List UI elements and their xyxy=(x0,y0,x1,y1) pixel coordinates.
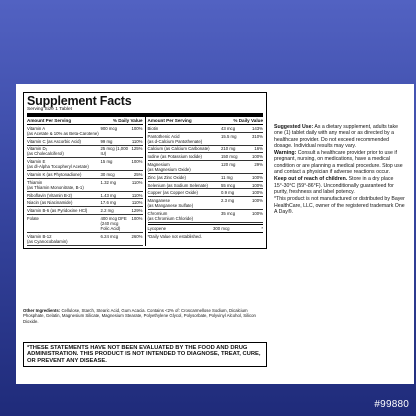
nutrient-row xyxy=(27,207,143,215)
nutrient-label: Magnesium xyxy=(147,162,170,168)
trademark-note: *This product is not manufactured or distributed by Bayer HealthCare, LLC, owner of the registered trademark One A Day®. xyxy=(274,196,405,215)
warning xyxy=(274,150,408,175)
nutrient-source: (as Cyanocobalamin) xyxy=(27,238,68,244)
nutrient-name xyxy=(148,211,222,221)
nutrient-row xyxy=(27,146,143,159)
nutrient-dv: 100% xyxy=(252,174,263,180)
warning-label: Warning: xyxy=(274,150,297,157)
nutrient-label: Copper (as Copper Oxide) xyxy=(147,190,198,196)
nutrient-name xyxy=(27,208,101,213)
nutrient-amount: 30 mcg xyxy=(100,172,115,178)
nutrient-name xyxy=(27,193,101,198)
nutrient-amount: 900 mcg xyxy=(100,125,117,131)
nutrient-dv: 143% xyxy=(252,125,263,131)
suggested-use-text: As a dietary supplement, adults take one (1) tablet daily with any meal or as directed by a healthcare provider. Do not exceed recommended dosage. Individual results may vary. xyxy=(274,124,398,149)
product-label xyxy=(16,84,414,384)
nutrient-dv: 110% xyxy=(131,179,143,185)
column-header xyxy=(27,117,143,125)
amount-header: Amount Per Serving xyxy=(27,118,72,123)
nutrient-name xyxy=(27,146,101,156)
fda-disclaimer: *THESE STATEMENTS HAVE NOT BEEN EVALUATED BY THE FOOD AND DRUG ADMINISTRATION. THIS PRODUCT IS NOT INTENDED TO DIAGNOSE, TREAT, CURE, OR PREVENT ANY DISEASE. xyxy=(23,342,267,367)
nutrient-amount: 2.2 mg xyxy=(100,208,114,214)
nutrient-name xyxy=(148,146,222,151)
amount-header: Amount Per Serving xyxy=(147,118,192,123)
nutrient-amount: 99 mg xyxy=(100,138,113,144)
serving-size: Serving Size 1 Tablet xyxy=(27,107,263,117)
nutrient-source: (as dl-Alpha Tocopheryl Acetate) xyxy=(27,164,89,170)
nutrient-dv: 260% xyxy=(131,233,143,239)
nutrient-amount: 300 mcg xyxy=(213,225,230,231)
nutrient-label: Vitamin K (as Phytonadione) xyxy=(27,172,82,178)
nutrient-row xyxy=(148,210,264,223)
keep-away-label: Keep out of reach of children. xyxy=(274,176,348,183)
nutrient-dv: 100% xyxy=(252,198,263,204)
nutrient-name xyxy=(148,175,222,180)
warning-text: Consult a healthcare provider prior to use if pregnant, nursing, on medications, have a medical condition or are planning a medical procedure. Stop use and contact a physician if adverse reactions occur. xyxy=(274,150,403,176)
nutrient-row xyxy=(27,233,143,246)
nutrient-amount: 2.3 mg xyxy=(221,198,235,204)
nutrient-amount: 25 mcg (1,000 IU) xyxy=(100,146,128,157)
nutrient-dv: 100% xyxy=(131,125,143,131)
nutrient-amount: 15 mg xyxy=(100,159,113,165)
nutrient-source: (as Thiamin Mononitrate, B-1) xyxy=(27,184,84,190)
nutrient-amount: 400 mcg DFE (240 mcg Folic Acid) xyxy=(100,215,127,231)
nutrient-name xyxy=(148,162,222,172)
nutrient-name xyxy=(148,190,222,195)
nutrient-dv: 110% xyxy=(131,192,143,198)
nutrient-name xyxy=(148,154,222,159)
nutrient-row xyxy=(148,189,264,197)
nutrient-dv: 129% xyxy=(131,208,143,214)
nutrient-row xyxy=(148,125,264,133)
nutrient-label: Vitamin B-12 xyxy=(27,233,52,239)
nutrient-dv: 110% xyxy=(131,200,143,206)
nutrient-name xyxy=(148,126,222,131)
dv-note: *Daily Value not established. xyxy=(147,233,202,239)
nutrient-label: Vitamin B-6 (as Pyridoxine HCl) xyxy=(27,208,88,214)
nutrient-label: Calcium (as Calcium Carbonate) xyxy=(147,146,210,152)
nutrient-label: Selenium (as Sodium Selenate) xyxy=(147,182,208,188)
nutrient-name: Lycopene xyxy=(147,225,166,231)
nutrient-row xyxy=(27,179,143,192)
nutrient-dv: 100% xyxy=(131,215,143,221)
nutrient-amount: 150 mcg xyxy=(221,154,238,160)
nutrient-amount: 11 mg xyxy=(221,174,233,180)
nutrient-label: Folate xyxy=(27,215,39,221)
nutrient-amount: 35 mcg xyxy=(221,210,236,216)
nutrient-dv: 100% xyxy=(252,190,263,196)
storage-text: Store in a dry place 15°-30°C (59°-86°F). Unconditionally guaranteed for purity, freshness and label potency. xyxy=(274,176,394,195)
other-ingredients-text: Cellulose, Starch, Stearic Acid, Gum Acacia. Contains <2% of: Croscarmellose Sodium, Dicalcium Phosphate, Gelatin, Magnesium Silicate, Magnesium Stearate, Polyethylene Glycol, Polysorbate, Polyvinyl Alcohol, Silicon Dioxide. xyxy=(23,308,256,324)
nutrient-label: Vitamin D₃ xyxy=(27,146,48,152)
nutrient-name xyxy=(27,139,101,144)
nutrient-amount: 55 mcg xyxy=(221,182,236,188)
nutrient-dv: 16% xyxy=(254,146,263,152)
nutrient-label: Biotin xyxy=(147,125,159,131)
nutrient-list-right xyxy=(148,125,264,223)
suggested-use-label: Suggested Use: xyxy=(274,124,314,130)
storage xyxy=(274,176,408,195)
nutrient-list-left xyxy=(27,125,143,246)
nutrient-row xyxy=(148,197,264,210)
nutrient-source: (as Cholecalciferol) xyxy=(27,151,64,157)
nutrient-row xyxy=(27,171,143,179)
facts-columns xyxy=(27,117,263,246)
nutrient-amount: 1.32 mg xyxy=(100,179,117,185)
nutrient-name xyxy=(27,200,101,205)
nutrient-amount: 6.24 mcg xyxy=(100,233,119,239)
nutrient-label: Riboflavin (Vitamin B-2) xyxy=(27,192,73,198)
dv-header: % Daily Value xyxy=(112,118,143,123)
nutrient-label: Vitamin E xyxy=(27,159,46,165)
nutrient-row xyxy=(148,161,264,174)
facts-column-left xyxy=(27,117,146,246)
nutrient-label: Vitamin A xyxy=(27,125,46,131)
nutrient-dv: 100% xyxy=(252,182,263,188)
nutrient-amount: 1.43 mg xyxy=(100,192,117,198)
suggested-use xyxy=(274,124,408,149)
nutrient-name xyxy=(27,159,101,169)
nutrient-label: Vitamin C (as Ascorbic Acid) xyxy=(27,138,81,144)
nutrient-source: (as d-Calcium Pantothenate) xyxy=(147,138,203,144)
other-ingredients xyxy=(23,308,267,324)
nutrient-amount: 17.6 mg xyxy=(100,200,117,206)
usage-panel xyxy=(274,124,408,216)
nutrient-row xyxy=(27,192,143,200)
lycopene-row xyxy=(148,224,264,233)
nutrient-row xyxy=(148,182,264,190)
nutrient-amount: 15.5 mg xyxy=(221,133,237,139)
nutrient-row xyxy=(148,174,264,182)
nutrient-source: (as Magnesium Oxide) xyxy=(147,167,191,173)
nutrient-dv: 100% xyxy=(131,159,143,165)
nutrient-label: Thiamin xyxy=(27,179,43,185)
nutrient-label: Manganese xyxy=(147,198,170,204)
nutrient-row xyxy=(27,138,143,146)
item-number: #99880 xyxy=(374,399,409,410)
nutrient-amount: 120 mg xyxy=(221,162,236,168)
nutrient-dv: 100% xyxy=(252,210,263,216)
nutrient-name xyxy=(27,126,101,136)
nutrient-name xyxy=(148,183,222,188)
nutrient-label: Niacin (as Niacinamide) xyxy=(27,200,73,206)
facts-column-right xyxy=(146,117,264,246)
nutrient-row xyxy=(27,215,143,233)
nutrient-row xyxy=(148,133,264,146)
nutrient-label: Iodine (as Potassium Iodide) xyxy=(147,154,202,160)
nutrient-row xyxy=(27,199,143,207)
nutrient-label: Pantothenic Acid xyxy=(147,133,180,139)
nutrient-name xyxy=(27,172,101,177)
nutrient-dv: * xyxy=(261,225,263,231)
nutrient-source: (as Chromium Chloride) xyxy=(147,215,194,221)
nutrient-name xyxy=(27,216,101,231)
nutrient-row xyxy=(27,125,143,138)
nutrient-label: Chromium xyxy=(147,210,168,216)
nutrient-name xyxy=(27,180,101,190)
nutrient-dv: 100% xyxy=(252,154,263,160)
nutrient-dv: 310% xyxy=(252,133,263,139)
column-header xyxy=(148,117,264,125)
nutrient-dv: 29% xyxy=(254,162,263,168)
nutrient-row xyxy=(148,146,264,154)
supplement-facts-panel xyxy=(23,92,267,249)
nutrient-amount: 43 mcg xyxy=(221,125,236,131)
nutrient-amount: 0.9 mg xyxy=(221,190,235,196)
nutrient-label: Zinc (as Zinc Oxide) xyxy=(147,174,186,180)
dv-header: % Daily Value xyxy=(233,118,263,123)
nutrient-dv: 110% xyxy=(131,138,143,144)
nutrient-name xyxy=(27,234,101,244)
nutrient-dv: 25% xyxy=(133,172,143,178)
facts-title: Supplement Facts xyxy=(27,94,132,108)
nutrient-row xyxy=(27,158,143,171)
nutrient-amount: 210 mg xyxy=(221,146,236,152)
nutrient-row xyxy=(148,153,264,161)
nutrient-dv: 125% xyxy=(131,146,143,152)
other-ingredients-label: Other Ingredients: xyxy=(23,308,61,313)
nutrient-name xyxy=(148,198,222,208)
nutrient-source: (as Manganese Sulfate) xyxy=(147,203,194,209)
nutrient-source: (as Acetate & 10% as Beta-Carotene) xyxy=(27,130,99,136)
nutrient-name xyxy=(148,134,222,144)
